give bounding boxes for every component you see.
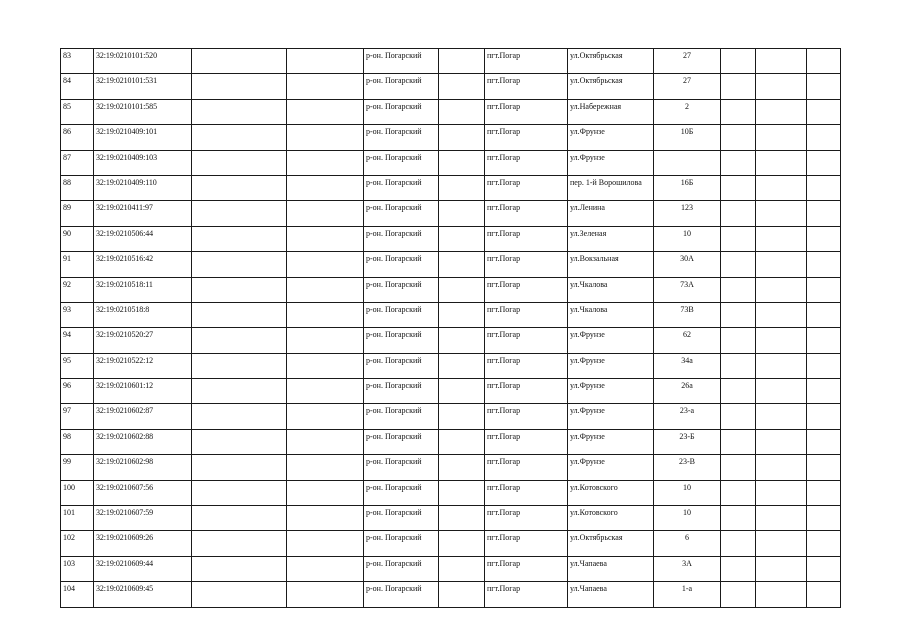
empty-cell [192,150,287,175]
settlement-cell: пгт.Погар [485,175,568,200]
cadastral-number-cell: 32:19:0210609:26 [94,531,192,556]
empty-cell [192,201,287,226]
cadastral-number-cell: 32:19:0210506:44 [94,226,192,251]
district-cell: р-он. Погарский [364,429,439,454]
cadastral-number-cell: 32:19:0210101:531 [94,74,192,99]
empty-cell [807,404,841,429]
empty-cell [807,252,841,277]
empty-cell [192,379,287,404]
settlement-cell: пгт.Погар [485,379,568,404]
cadastral-number-cell: 32:19:0210518:8 [94,302,192,327]
district-cell: р-он. Погарский [364,302,439,327]
settlement-cell: пгт.Погар [485,226,568,251]
row-number-cell: 94 [61,328,94,353]
empty-cell [807,556,841,581]
empty-cell [721,277,756,302]
empty-cell [287,302,364,327]
row-number-cell: 87 [61,150,94,175]
empty-cell [756,175,807,200]
row-number-cell: 90 [61,226,94,251]
empty-cell [192,226,287,251]
street-cell: ул.Набережная [568,99,654,124]
empty-cell [439,49,485,74]
empty-cell [439,429,485,454]
cadastral-number-cell: 32:19:0210101:520 [94,49,192,74]
house-number-cell: 73В [654,302,721,327]
settlement-cell: пгт.Погар [485,480,568,505]
table-row [61,277,841,302]
empty-cell [439,125,485,150]
district-cell: р-он. Погарский [364,328,439,353]
table-row [61,353,841,378]
district-cell: р-он. Погарский [364,99,439,124]
house-number-cell: 10 [654,506,721,531]
empty-cell [192,277,287,302]
empty-cell [756,556,807,581]
empty-cell [807,379,841,404]
street-cell: ул.Чкалова [568,277,654,302]
row-number-cell: 99 [61,455,94,480]
row-number-cell: 93 [61,302,94,327]
empty-cell [192,175,287,200]
settlement-cell: пгт.Погар [485,252,568,277]
row-number-cell: 88 [61,175,94,200]
row-number-cell: 89 [61,201,94,226]
empty-cell [287,480,364,505]
empty-cell [192,455,287,480]
empty-cell [287,277,364,302]
empty-cell [439,582,485,607]
district-cell: р-он. Погарский [364,455,439,480]
district-cell: р-он. Погарский [364,506,439,531]
cadastral-number-cell: 32:19:0210409:103 [94,150,192,175]
settlement-cell: пгт.Погар [485,353,568,378]
empty-cell [756,480,807,505]
row-number-cell: 102 [61,531,94,556]
empty-cell [721,74,756,99]
table-row [61,328,841,353]
settlement-cell: пгт.Погар [485,506,568,531]
empty-cell [756,353,807,378]
district-cell: р-он. Погарский [364,480,439,505]
table-row [61,74,841,99]
street-cell: ул.Чапаева [568,556,654,581]
house-number-cell: 23-В [654,455,721,480]
house-number-cell: 10 [654,480,721,505]
table-row [61,175,841,200]
empty-cell [439,531,485,556]
district-cell: р-он. Погарский [364,404,439,429]
empty-cell [721,455,756,480]
empty-cell [721,302,756,327]
empty-cell [756,99,807,124]
empty-cell [287,74,364,99]
house-number-cell: 73А [654,277,721,302]
table-row [61,480,841,505]
row-number-cell: 86 [61,125,94,150]
empty-cell [287,353,364,378]
house-number-cell: 27 [654,74,721,99]
table-row [61,429,841,454]
row-number-cell: 104 [61,582,94,607]
row-number-cell: 91 [61,252,94,277]
empty-cell [756,252,807,277]
district-cell: р-он. Погарский [364,201,439,226]
empty-cell [721,201,756,226]
settlement-cell: пгт.Погар [485,277,568,302]
empty-cell [756,49,807,74]
table-row [61,582,841,607]
empty-cell [439,506,485,531]
empty-cell [192,480,287,505]
street-cell: ул.Зеленая [568,226,654,251]
empty-cell [439,302,485,327]
street-cell: ул.Фрунзе [568,455,654,480]
settlement-cell: пгт.Погар [485,328,568,353]
empty-cell [807,353,841,378]
empty-cell [287,49,364,74]
empty-cell [439,404,485,429]
settlement-cell: пгт.Погар [485,556,568,581]
house-number-cell: 1-а [654,582,721,607]
empty-cell [721,582,756,607]
empty-cell [439,74,485,99]
empty-cell [756,201,807,226]
street-cell: ул.Фрунзе [568,353,654,378]
row-number-cell: 100 [61,480,94,505]
street-cell: ул.Котовского [568,506,654,531]
empty-cell [756,150,807,175]
empty-cell [756,404,807,429]
cadastral-number-cell: 32:19:0210609:45 [94,582,192,607]
table-row [61,379,841,404]
empty-cell [756,226,807,251]
district-cell: р-он. Погарский [364,125,439,150]
empty-cell [192,531,287,556]
empty-cell [721,506,756,531]
cadastral-number-cell: 32:19:0210609:44 [94,556,192,581]
house-number-cell: 30А [654,252,721,277]
settlement-cell: пгт.Погар [485,429,568,454]
cadastral-number-cell: 32:19:0210409:101 [94,125,192,150]
settlement-cell: пгт.Погар [485,150,568,175]
cadastral-number-cell: 32:19:0210601:12 [94,379,192,404]
house-number-cell: 3А [654,556,721,581]
empty-cell [287,404,364,429]
district-cell: р-он. Погарский [364,353,439,378]
empty-cell [192,99,287,124]
street-cell: ул.Фрунзе [568,328,654,353]
settlement-cell: пгт.Погар [485,302,568,327]
empty-cell [756,531,807,556]
empty-cell [287,531,364,556]
empty-cell [807,201,841,226]
settlement-cell: пгт.Погар [485,74,568,99]
empty-cell [721,252,756,277]
street-cell: ул.Фрунзе [568,379,654,404]
empty-cell [287,582,364,607]
empty-cell [439,277,485,302]
table-row [61,99,841,124]
empty-cell [721,531,756,556]
empty-cell [287,506,364,531]
house-number-cell: 26а [654,379,721,404]
house-number-cell: 23-а [654,404,721,429]
empty-cell [807,429,841,454]
empty-cell [721,379,756,404]
empty-cell [807,99,841,124]
settlement-cell: пгт.Погар [485,582,568,607]
cadastral-number-cell: 32:19:0210602:98 [94,455,192,480]
street-cell: ул.Октябрьская [568,49,654,74]
empty-cell [756,125,807,150]
cadastral-number-cell: 32:19:0210101:585 [94,99,192,124]
empty-cell [721,353,756,378]
street-cell: ул.Ленина [568,201,654,226]
house-number-cell: 27 [654,49,721,74]
empty-cell [439,353,485,378]
empty-cell [721,49,756,74]
empty-cell [756,302,807,327]
row-number-cell: 85 [61,99,94,124]
empty-cell [721,150,756,175]
house-number-cell: 10Б [654,125,721,150]
empty-cell [756,74,807,99]
empty-cell [439,480,485,505]
empty-cell [439,379,485,404]
table-row [61,125,841,150]
empty-cell [439,328,485,353]
empty-cell [439,150,485,175]
district-cell: р-он. Погарский [364,582,439,607]
empty-cell [287,150,364,175]
empty-cell [192,49,287,74]
empty-cell [192,74,287,99]
empty-cell [192,252,287,277]
empty-cell [287,125,364,150]
table-row [61,252,841,277]
district-cell: р-он. Погарский [364,531,439,556]
district-cell: р-он. Погарский [364,49,439,74]
empty-cell [439,252,485,277]
empty-cell [807,582,841,607]
house-number-cell: 34а [654,353,721,378]
empty-cell [721,226,756,251]
district-cell: р-он. Погарский [364,175,439,200]
district-cell: р-он. Погарский [364,379,439,404]
empty-cell [439,175,485,200]
table-row [61,49,841,74]
empty-cell [721,99,756,124]
street-cell: ул.Чкалова [568,302,654,327]
empty-cell [287,252,364,277]
table-row [61,150,841,175]
empty-cell [721,175,756,200]
empty-cell [807,150,841,175]
empty-cell [721,429,756,454]
empty-cell [287,175,364,200]
street-cell: ул.Вокзальная [568,252,654,277]
empty-cell [756,277,807,302]
cadastral-number-cell: 32:19:0210607:59 [94,506,192,531]
settlement-cell: пгт.Погар [485,404,568,429]
empty-cell [192,506,287,531]
empty-cell [807,175,841,200]
house-number-cell: 16Б [654,175,721,200]
house-number-cell: 23-Б [654,429,721,454]
empty-cell [807,531,841,556]
cadastral-number-cell: 32:19:0210607:56 [94,480,192,505]
district-cell: р-он. Погарский [364,150,439,175]
empty-cell [192,404,287,429]
house-number-cell: 123 [654,201,721,226]
empty-cell [287,99,364,124]
cadastral-number-cell: 32:19:0210602:87 [94,404,192,429]
row-number-cell: 84 [61,74,94,99]
empty-cell [439,556,485,581]
district-cell: р-он. Погарский [364,556,439,581]
empty-cell [807,74,841,99]
empty-cell [192,353,287,378]
property-registry-table [60,48,841,608]
table-row [61,302,841,327]
cadastral-number-cell: 32:19:0210518:11 [94,277,192,302]
table-row [61,556,841,581]
row-number-cell: 95 [61,353,94,378]
empty-cell [807,49,841,74]
table-row [61,201,841,226]
empty-cell [807,302,841,327]
empty-cell [721,556,756,581]
house-number-cell: 6 [654,531,721,556]
empty-cell [807,277,841,302]
house-number-cell [654,150,721,175]
empty-cell [192,125,287,150]
empty-cell [287,556,364,581]
empty-cell [287,328,364,353]
district-cell: р-он. Погарский [364,226,439,251]
empty-cell [287,429,364,454]
empty-cell [192,328,287,353]
empty-cell [756,429,807,454]
cadastral-number-cell: 32:19:0210522:12 [94,353,192,378]
street-cell: ул.Октябрьская [568,74,654,99]
table-row [61,455,841,480]
empty-cell [756,328,807,353]
empty-cell [287,226,364,251]
settlement-cell: пгт.Погар [485,99,568,124]
cadastral-number-cell: 32:19:0210411:97 [94,201,192,226]
empty-cell [807,125,841,150]
empty-cell [756,379,807,404]
settlement-cell: пгт.Погар [485,201,568,226]
street-cell: пер. 1-й Ворошилова [568,175,654,200]
empty-cell [807,506,841,531]
district-cell: р-он. Погарский [364,252,439,277]
empty-cell [439,201,485,226]
row-number-cell: 97 [61,404,94,429]
empty-cell [192,582,287,607]
registry-table-body [61,49,841,608]
house-number-cell: 62 [654,328,721,353]
empty-cell [721,125,756,150]
empty-cell [756,506,807,531]
house-number-cell: 2 [654,99,721,124]
settlement-cell: пгт.Погар [485,531,568,556]
settlement-cell: пгт.Погар [485,125,568,150]
cadastral-number-cell: 32:19:0210516:42 [94,252,192,277]
row-number-cell: 103 [61,556,94,581]
empty-cell [721,328,756,353]
district-cell: р-он. Погарский [364,277,439,302]
empty-cell [439,226,485,251]
empty-cell [439,99,485,124]
table-row [61,226,841,251]
empty-cell [192,429,287,454]
empty-cell [192,556,287,581]
street-cell: ул.Фрунзе [568,150,654,175]
empty-cell [807,480,841,505]
district-cell: р-он. Погарский [364,74,439,99]
empty-cell [192,302,287,327]
street-cell: ул.Октябрьская [568,531,654,556]
table-row [61,506,841,531]
empty-cell [287,455,364,480]
row-number-cell: 83 [61,49,94,74]
empty-cell [287,201,364,226]
settlement-cell: пгт.Погар [485,49,568,74]
empty-cell [807,455,841,480]
settlement-cell: пгт.Погар [485,455,568,480]
empty-cell [721,404,756,429]
street-cell: ул.Фрунзе [568,125,654,150]
cadastral-number-cell: 32:19:0210520:27 [94,328,192,353]
street-cell: ул.Чапаева [568,582,654,607]
cadastral-number-cell: 32:19:0210602:88 [94,429,192,454]
empty-cell [721,480,756,505]
empty-cell [287,379,364,404]
empty-cell [807,328,841,353]
street-cell: ул.Фрунзе [568,404,654,429]
street-cell: ул.Котовского [568,480,654,505]
table-row [61,531,841,556]
cadastral-number-cell: 32:19:0210409:110 [94,175,192,200]
house-number-cell: 10 [654,226,721,251]
empty-cell [756,455,807,480]
street-cell: ул.Фрунзе [568,429,654,454]
row-number-cell: 101 [61,506,94,531]
empty-cell [807,226,841,251]
row-number-cell: 92 [61,277,94,302]
table-row [61,404,841,429]
row-number-cell: 98 [61,429,94,454]
row-number-cell: 96 [61,379,94,404]
empty-cell [756,582,807,607]
empty-cell [439,455,485,480]
